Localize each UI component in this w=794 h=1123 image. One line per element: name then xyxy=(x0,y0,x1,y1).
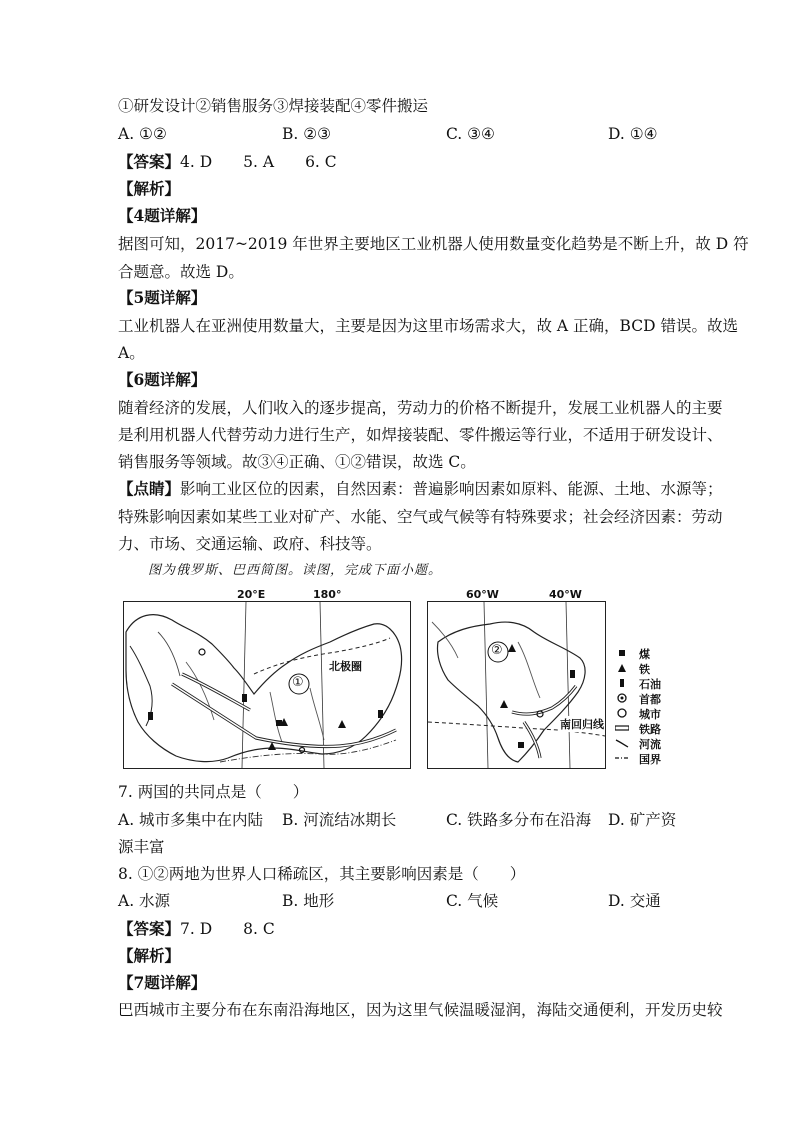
figure-caption: 图为俄罗斯、巴西简图。读图，完成下面小题。 xyxy=(148,563,443,578)
railway-outer xyxy=(172,684,396,747)
q6-text-line: 是利用机器人代替劳动力进行生产，如焊接装配、零件搬运等行业，不适用于研发设计、 xyxy=(118,426,723,444)
q7-option-d: D. 矿产资 xyxy=(608,811,677,829)
q7-option-a: A. 城市多集中在内陆 xyxy=(118,811,264,829)
iron-symbol xyxy=(508,644,516,652)
oil-symbol xyxy=(570,670,575,678)
key-point-line: 力、市场、交通运输、政府、科技等。 xyxy=(118,535,382,553)
option-b: B. ②③ xyxy=(282,125,332,143)
answer-line-2 xyxy=(118,919,275,939)
coal-symbol xyxy=(276,720,282,726)
q6-heading: 【6题详解】 xyxy=(118,370,207,389)
meridian-20e xyxy=(242,602,246,768)
question-items-line: ①研发设计②销售服务③焊接装配④零件搬运 xyxy=(118,97,429,115)
russia-map xyxy=(123,601,411,769)
border-icon xyxy=(615,751,629,765)
city-symbol xyxy=(300,748,305,753)
q7-stem: 7. 两国的共同点是（ ） xyxy=(118,783,309,801)
option-c: C. ③④ xyxy=(446,125,495,143)
iron-symbol xyxy=(338,720,346,728)
q5-text-line: 工业机器人在亚洲使用数量大，主要是因为这里市场需求大，故 A 正确，BCD 错误。故选 xyxy=(118,317,738,335)
q8-option-b: B. 地形 xyxy=(282,892,335,910)
q4-text-line: 据图可知，2017~2019 年世界主要地区工业机器人使用数量变化趋势是不断上升，故 D 符 xyxy=(118,235,749,253)
q8-option-d: D. 交通 xyxy=(608,892,661,910)
river xyxy=(186,662,214,720)
analysis-heading: 【解析】 xyxy=(118,179,181,198)
answer-text: 4. D 5. A 6. C xyxy=(180,153,337,171)
tropic-label: 南回归线 xyxy=(560,718,604,731)
meridian-60w xyxy=(484,602,488,768)
option-d: D. ①④ xyxy=(608,125,658,143)
city-symbol xyxy=(199,649,205,655)
iron-symbol xyxy=(500,700,508,708)
q6-text-line: 销售服务等领域。故③④正确、①②错误，故选 C。 xyxy=(118,453,476,471)
brazil-lon-60w: 60°W xyxy=(466,588,499,601)
key-point-line xyxy=(118,479,723,499)
region-2-label: ② xyxy=(491,643,503,658)
brazil-lon-40w: 40°W xyxy=(549,588,582,601)
oil-symbol xyxy=(242,694,247,702)
q8-stem: 8. ①②两地为世界人口稀疏区，其主要影响因素是（ ） xyxy=(118,865,526,883)
railway-outer xyxy=(512,686,576,714)
option-a: A. ①② xyxy=(118,125,167,143)
answer-label: 【答案】 xyxy=(118,919,181,938)
analysis-heading: 【解析】 xyxy=(118,946,181,965)
oil-symbol xyxy=(148,712,153,720)
railway-inner xyxy=(172,684,396,747)
answer-label: 【答案】 xyxy=(118,152,181,171)
oil-icon xyxy=(615,676,629,690)
meridian-40w xyxy=(566,602,570,768)
iron-icon xyxy=(615,661,629,675)
coal-icon xyxy=(615,646,629,660)
q8-option-a: A. 水源 xyxy=(118,892,171,910)
river xyxy=(518,642,540,698)
russia-map-drawing xyxy=(124,602,410,768)
arctic-circle-label: 北极圈 xyxy=(329,660,362,673)
q7-option-b: B. 河流结冰期长 xyxy=(282,811,397,829)
coal-symbol xyxy=(518,742,524,748)
q7-option-c: C. 铁路多分布在沿海 xyxy=(446,811,592,829)
key-point-line: 特殊影响因素如某些工业对矿产、水能、空气或气候等有特殊要求；社会经济因素：劳动 xyxy=(118,508,723,526)
capital-icon xyxy=(615,691,629,705)
q8-option-c: C. 气候 xyxy=(446,892,499,910)
answer-text: 7. D 8. C xyxy=(180,920,275,938)
railway-inner xyxy=(182,674,250,710)
river-icon xyxy=(615,736,629,750)
region-1-label: ① xyxy=(292,675,304,690)
q4-text-line: 合题意。故选 D。 xyxy=(118,263,244,281)
q7-text-line: 巴西城市主要分布在东南沿海地区，因为这里气候温暖湿润，海陆交通便利，开发历史较 xyxy=(118,1001,723,1019)
river xyxy=(270,692,282,742)
map-legend: 煤 铁 石油 首都 城市 铁路 河流 国界 xyxy=(615,646,675,776)
q4-heading: 【4题详解】 xyxy=(118,206,207,225)
q5-heading: 【5题详解】 xyxy=(118,288,207,307)
q6-text-line: 随着经济的发展，人们收入的逐步提高，劳动力的价格不断提升，发展工业机器人的主要 xyxy=(118,399,723,417)
key-point-text: 影响工业区位的因素，自然因素：普遍影响因素如原料、能源、土地、水源等； xyxy=(180,480,723,498)
q7-option-d-wrap: 源丰富 xyxy=(118,838,165,856)
railway-icon xyxy=(615,721,629,735)
meridian-180 xyxy=(320,602,324,768)
land-outline xyxy=(437,622,585,762)
q5-text-line: A。 xyxy=(118,344,145,362)
key-point-label: 【点睛】 xyxy=(118,479,181,498)
coast-inner xyxy=(158,632,180,676)
oil-symbol xyxy=(378,710,383,718)
brazil-map xyxy=(427,601,606,769)
river xyxy=(432,622,458,658)
brazil-map-drawing xyxy=(428,602,605,768)
russia-lon-20e: 20°E xyxy=(237,588,266,601)
city-icon xyxy=(615,706,629,720)
russia-lon-180: 180° xyxy=(313,588,342,601)
answer-line-1 xyxy=(118,152,337,172)
national-border xyxy=(220,740,396,762)
q7-heading: 【7题详解】 xyxy=(118,973,207,992)
